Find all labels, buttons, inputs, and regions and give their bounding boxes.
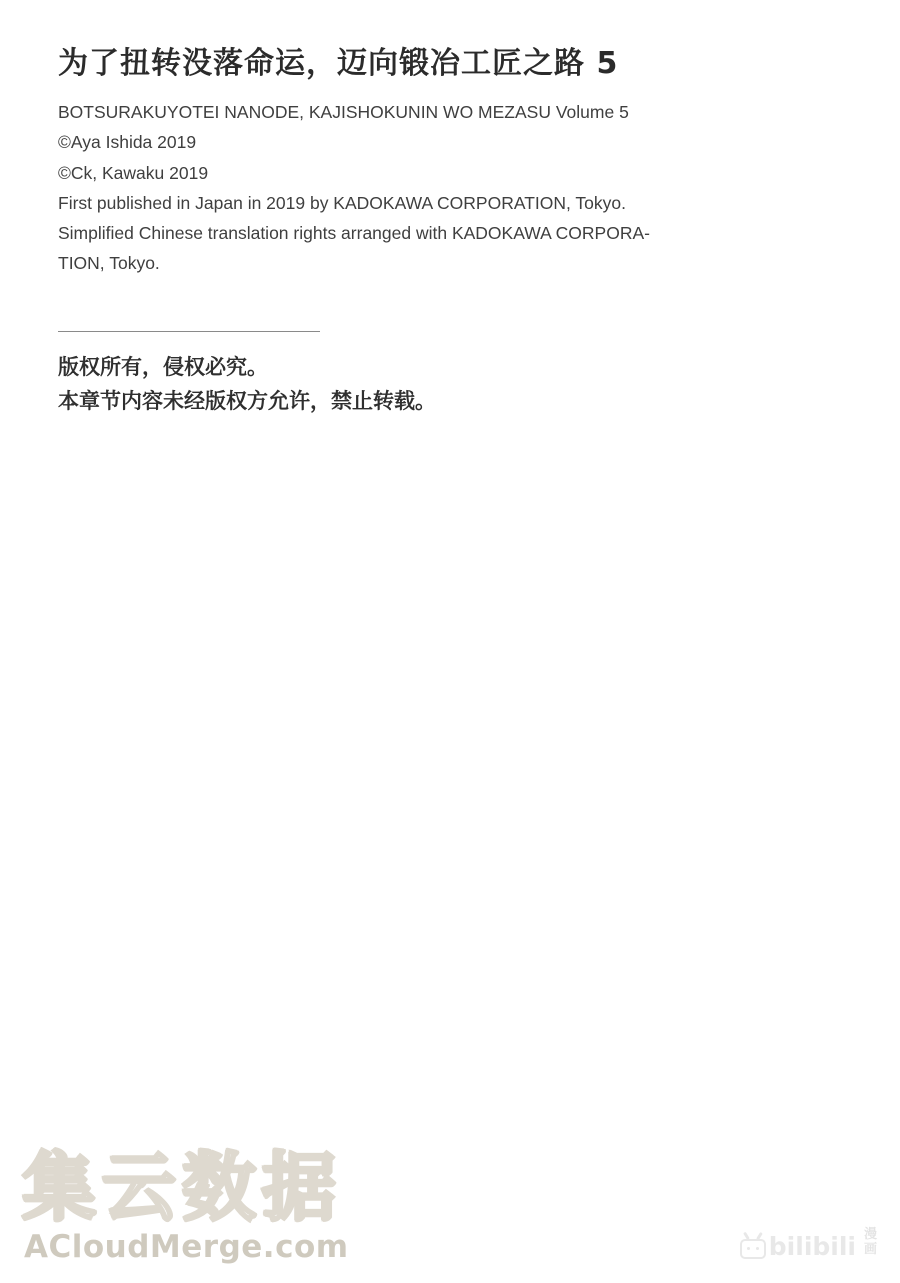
copyright-line: First published in Japan in 2019 by KADOKAWA CORPORATION, Tokyo.: [58, 192, 627, 213]
comics-label-bottom: 画: [863, 1242, 877, 1258]
comics-label-top: 漫: [863, 1226, 877, 1242]
copyright-line: ©Ck, Kawaku 2019: [58, 162, 209, 183]
watermark-en-text: ACloudMerge.com: [24, 1229, 349, 1265]
tv-eye-right-icon: [756, 1247, 759, 1250]
page-title: 为了扭转没落命运，迈向锻冶工匠之路 5: [58, 46, 619, 81]
copyright-line: ©Aya Ishida 2019: [58, 132, 197, 153]
tv-eye-left-icon: [747, 1247, 750, 1250]
watermark: [18, 1145, 398, 1265]
copyright-line: TION, Tokyo.: [58, 253, 160, 274]
divider: [58, 331, 320, 332]
copyright-line: Simplified Chinese translation rights arranged with KADOKAWA CORPORA-: [58, 223, 650, 244]
notice-line: 版权所有，侵权必究。: [58, 355, 268, 379]
tv-shape-icon: [740, 1239, 766, 1259]
watermark-cn-text: 集云数据: [22, 1145, 342, 1231]
copyright-notice: [58, 350, 838, 418]
copyright-line: BOTSURAKUYOTEI NANODE, KAJISHOKUNIN WO MEZASU Volume 5: [58, 102, 629, 122]
bilibili-comics-cn-label: [863, 1228, 878, 1259]
notice-line: 本章节内容未经版权方允许，禁止转载。: [58, 389, 436, 414]
bilibili-comics-logo: [740, 1226, 878, 1262]
copyright-block: [58, 44, 858, 279]
copyright-meta: [58, 97, 858, 279]
bilibili-wordmark: bilibili: [768, 1232, 856, 1262]
bilibili-tv-icon: [740, 1232, 856, 1262]
